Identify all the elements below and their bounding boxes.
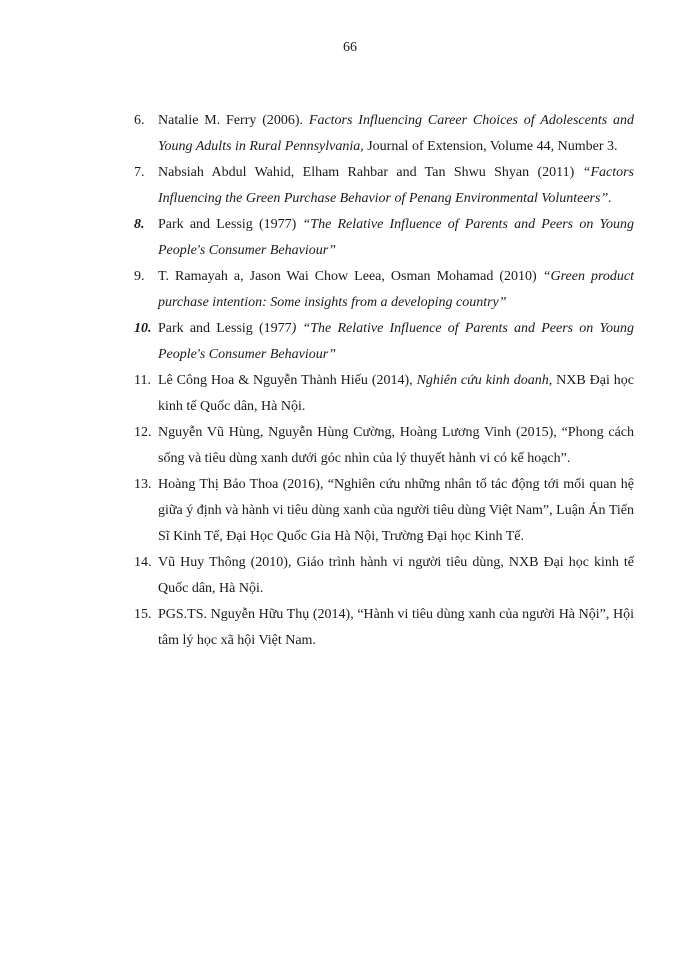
reference-number: 12. [134, 425, 152, 440]
page-number: 66 [343, 40, 357, 55]
reference-segment: Nguyễn Vũ Hùng, Nguyễn Hùng Cường, Hoàng Lương Vinh (2015), “Phong cách sống và tiêu dùng xanh dưới góc nhìn của lý thuyết hành vi có kế hoạch”. [158, 425, 634, 466]
reference-number: 14. [134, 555, 152, 570]
reference-text [158, 368, 634, 420]
reference-segment: Nabsiah Abdul Wahid, Elham Rahbar and Tan Shwu Shyan (2011) [158, 165, 583, 180]
reference-segment: PGS.TS. Nguyễn Hữu Thụ (2014), “Hành vi tiêu dùng xanh của người Hà Nội”, Hội tâm lý học xã hội Việt Nam. [158, 607, 634, 648]
reference-item [134, 602, 634, 654]
reference-item [134, 160, 634, 212]
reference-item [134, 108, 634, 160]
reference-text [158, 420, 634, 472]
reference-item [134, 212, 634, 264]
reference-segment: Factors Influencing Career Choices of Adolescents and Young Adults in Rural Pennsylvania [158, 113, 634, 154]
reference-number: 6. [134, 113, 145, 128]
reference-text [158, 316, 634, 368]
reference-number: 7. [134, 165, 145, 180]
reference-text [158, 108, 634, 160]
reference-item [134, 316, 634, 368]
reference-text [158, 472, 634, 550]
reference-segment: Park and Lessig (1977) [158, 217, 303, 232]
reference-segment: NXB Đại học kinh tế Quốc dân, Hà Nội. [158, 373, 634, 414]
reference-text [158, 212, 634, 264]
reference-segment: Park and Lessig (1977 [158, 321, 292, 336]
reference-item [134, 472, 634, 550]
reference-text [158, 264, 634, 316]
reference-text [158, 160, 634, 212]
reference-number: 13. [134, 477, 152, 492]
reference-item [134, 550, 634, 602]
reference-number: 8. [134, 217, 145, 232]
reference-text [158, 550, 634, 602]
reference-segment: , Journal of Extension, Volume 44, Number 3. [360, 139, 618, 154]
reference-item [134, 264, 634, 316]
reference-number: 11. [134, 373, 151, 388]
reference-segment: Lê Công Hoa & Nguyễn Thành Hiếu (2014), [158, 373, 417, 388]
reference-segment: “Factors Influencing the Green Purchase Behavior of Penang Environmental Volunteers”. [158, 165, 634, 206]
reference-number: 15. [134, 607, 152, 622]
reference-segment: “Green product purchase intention: Some insights from a developing country” [158, 269, 634, 310]
reference-segment: ) “The Relative Influence of Parents and Peers on Young People's Consumer Behaviour” [158, 321, 634, 362]
reference-segment: Hoàng Thị Bảo Thoa (2016), “Nghiên cứu những nhân tố tác động tới mối quan hệ giữa ý định và hành vi tiêu dùng xanh của người tiêu dùng Việt Nam”, Luận Án Tiến Sĩ Kinh Tế, Đại Học Quốc Gia Hà Nội, Trường Đại học Kinh Tế. [158, 477, 634, 544]
reference-item [134, 368, 634, 420]
reference-list [134, 108, 634, 654]
reference-segment: T. Ramayah a, Jason Wai Chow Leea, Osman Mohamad (2010) [158, 269, 543, 284]
reference-item [134, 420, 634, 472]
reference-segment: Natalie M. Ferry (2006). [158, 113, 309, 128]
reference-text [158, 602, 634, 654]
reference-number: 10. [134, 321, 152, 336]
reference-number: 9. [134, 269, 145, 284]
reference-segment: “The Relative Influence of Parents and Peers on Young People's Consumer Behaviour” [158, 217, 634, 258]
reference-segment: Vũ Huy Thông (2010), Giáo trình hành vi người tiêu dùng, NXB Đại học kinh tế Quốc dân, Hà Nội. [158, 555, 634, 596]
reference-segment: Nghiên cứu kinh doanh, [416, 373, 553, 388]
